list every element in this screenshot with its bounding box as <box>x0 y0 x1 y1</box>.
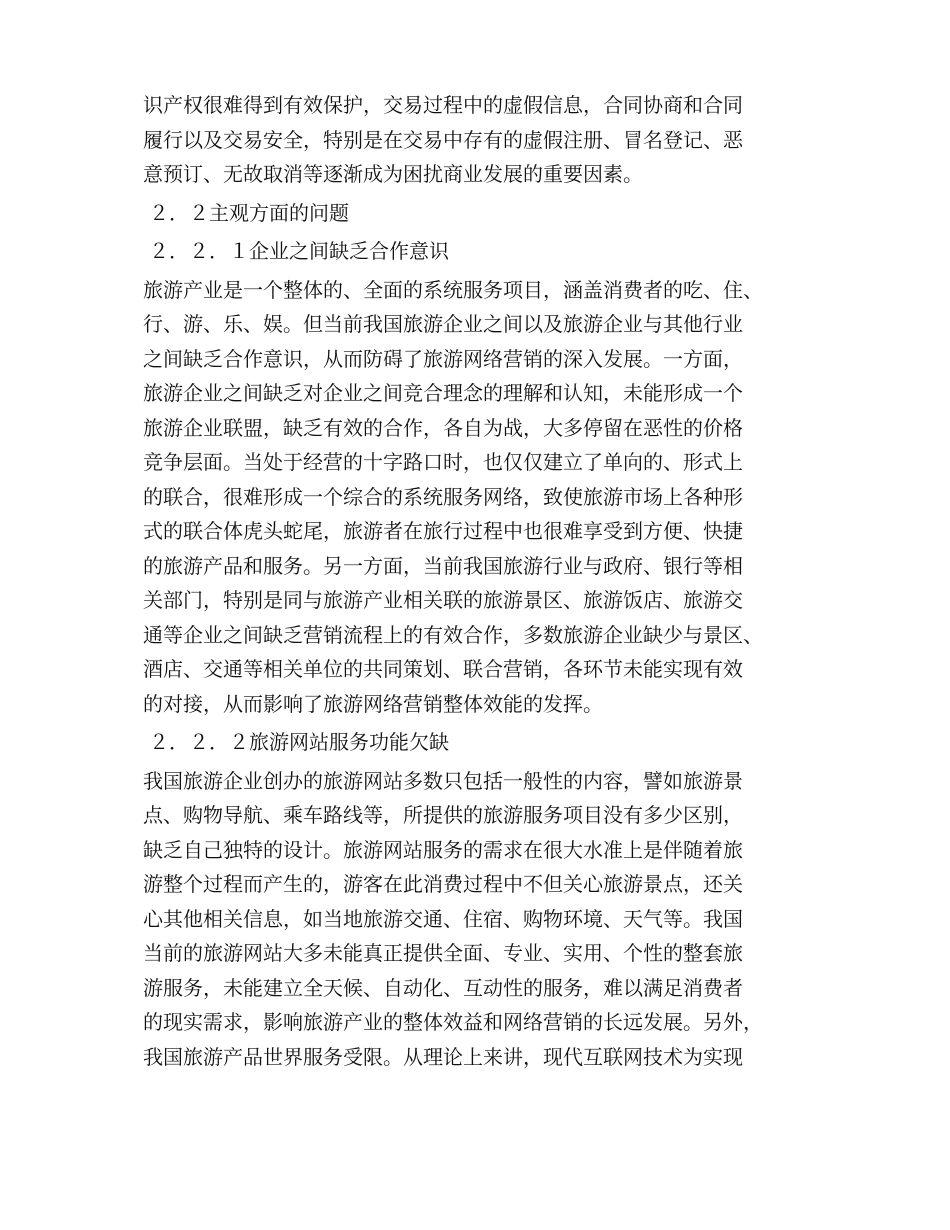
text-line: 心其他相关信息，如当地旅游交通、住宿、购物环境、天气等。我国 <box>143 906 743 931</box>
text-line: 旅游企业联盟，缺乏有效的合作，各自为战，大多停留在恶性的价格 <box>143 415 743 440</box>
paragraph-2-2-2 <box>143 764 833 1075</box>
text-line: 履行以及交易安全，特别是在交易中存有的虚假注册、冒名登记、恶 <box>143 127 743 152</box>
text-line: 关部门，特别是同与旅游产业相关联的旅游景区、旅游饭店、旅游交 <box>143 588 743 612</box>
text-line: 缺乏自己独特的设计。旅游网站服务的需求在很大水准上是伴随着旅 <box>143 837 743 862</box>
text-line: 我国旅游产品世界服务受限。从理论上来讲，现代互联网技术为实现 <box>143 1044 743 1069</box>
text-line: 酒店、交通等相关单位的共同策划、联合营销，各环节未能实现有效 <box>143 657 743 681</box>
text-line: 游服务，未能建立全天候、自动化、互动性的服务，难以满足消费者 <box>143 975 743 1000</box>
text-line: 识产权很难得到有效保护，交易过程中的虚假信息，合同协商和合同 <box>143 93 743 117</box>
text-line: 点、购物导航、乘车路线等，所提供的旅游服务项目没有多少区别， <box>143 803 743 827</box>
text-line: 竞争层面。当处于经营的十字路口时，也仅仅建立了单向的、形式上 <box>143 450 743 474</box>
text-line: 当前的旅游网站大多未能真正提供全面、专业、实用、个性的整套旅 <box>143 941 743 965</box>
section-heading-2-2-1: ２．２．１企业之间缺乏合作意识 <box>149 239 449 263</box>
section-heading-2-2-2: ２．２．２旅游网站服务功能欠缺 <box>149 730 449 754</box>
text-line: 的对接，从而影响了旅游网络营销整体效能的发挥。 <box>143 691 603 716</box>
text-line: 之间缺乏合作意识，从而防碍了旅游网络营销的深入发展。一方面， <box>143 346 743 371</box>
text-line: 的旅游产品和服务。另一方面，当前我国旅游行业与政府、银行等相 <box>143 553 743 578</box>
text-line: 的现实需求，影响旅游产业的整体效益和网络营销的长远发展。另外， <box>143 1010 763 1034</box>
text-line: 游整个过程而产生的，游客在此消费过程中不但关心旅游景点，还关 <box>143 872 743 896</box>
paragraph-2-2-1 <box>143 273 833 722</box>
text-line: 旅游产业是一个整体的、全面的系统服务项目，涵盖消费者的吃、住、 <box>143 277 763 302</box>
text-line: 意预订、无故取消等逐渐成为困扰商业发展的重要因素。 <box>143 162 643 186</box>
text-line: 行、游、乐、娱。但当前我国旅游企业之间以及旅游企业与其他行业 <box>143 312 743 336</box>
text-line: 的联合，很难形成一个综合的系统服务网络，致使旅游市场上各种形 <box>143 484 743 509</box>
text-line: 式的联合体虎头蛇尾，旅游者在旅行过程中也很难享受到方便、快捷 <box>143 519 743 543</box>
document-page <box>143 88 833 1074</box>
section-heading-2-2: ２．２主观方面的问题 <box>149 200 349 225</box>
text-line: 我国旅游企业创办的旅游网站多数只包括一般性的内容，譬如旅游景 <box>143 768 743 793</box>
text-line: 通等企业之间缺乏营销流程上的有效合作，多数旅游企业缺少与景区、 <box>143 622 763 647</box>
paragraph-continued <box>143 88 833 192</box>
text-line: 旅游企业之间缺乏对企业之间竞合理念的理解和认知，未能形成一个 <box>143 381 743 405</box>
